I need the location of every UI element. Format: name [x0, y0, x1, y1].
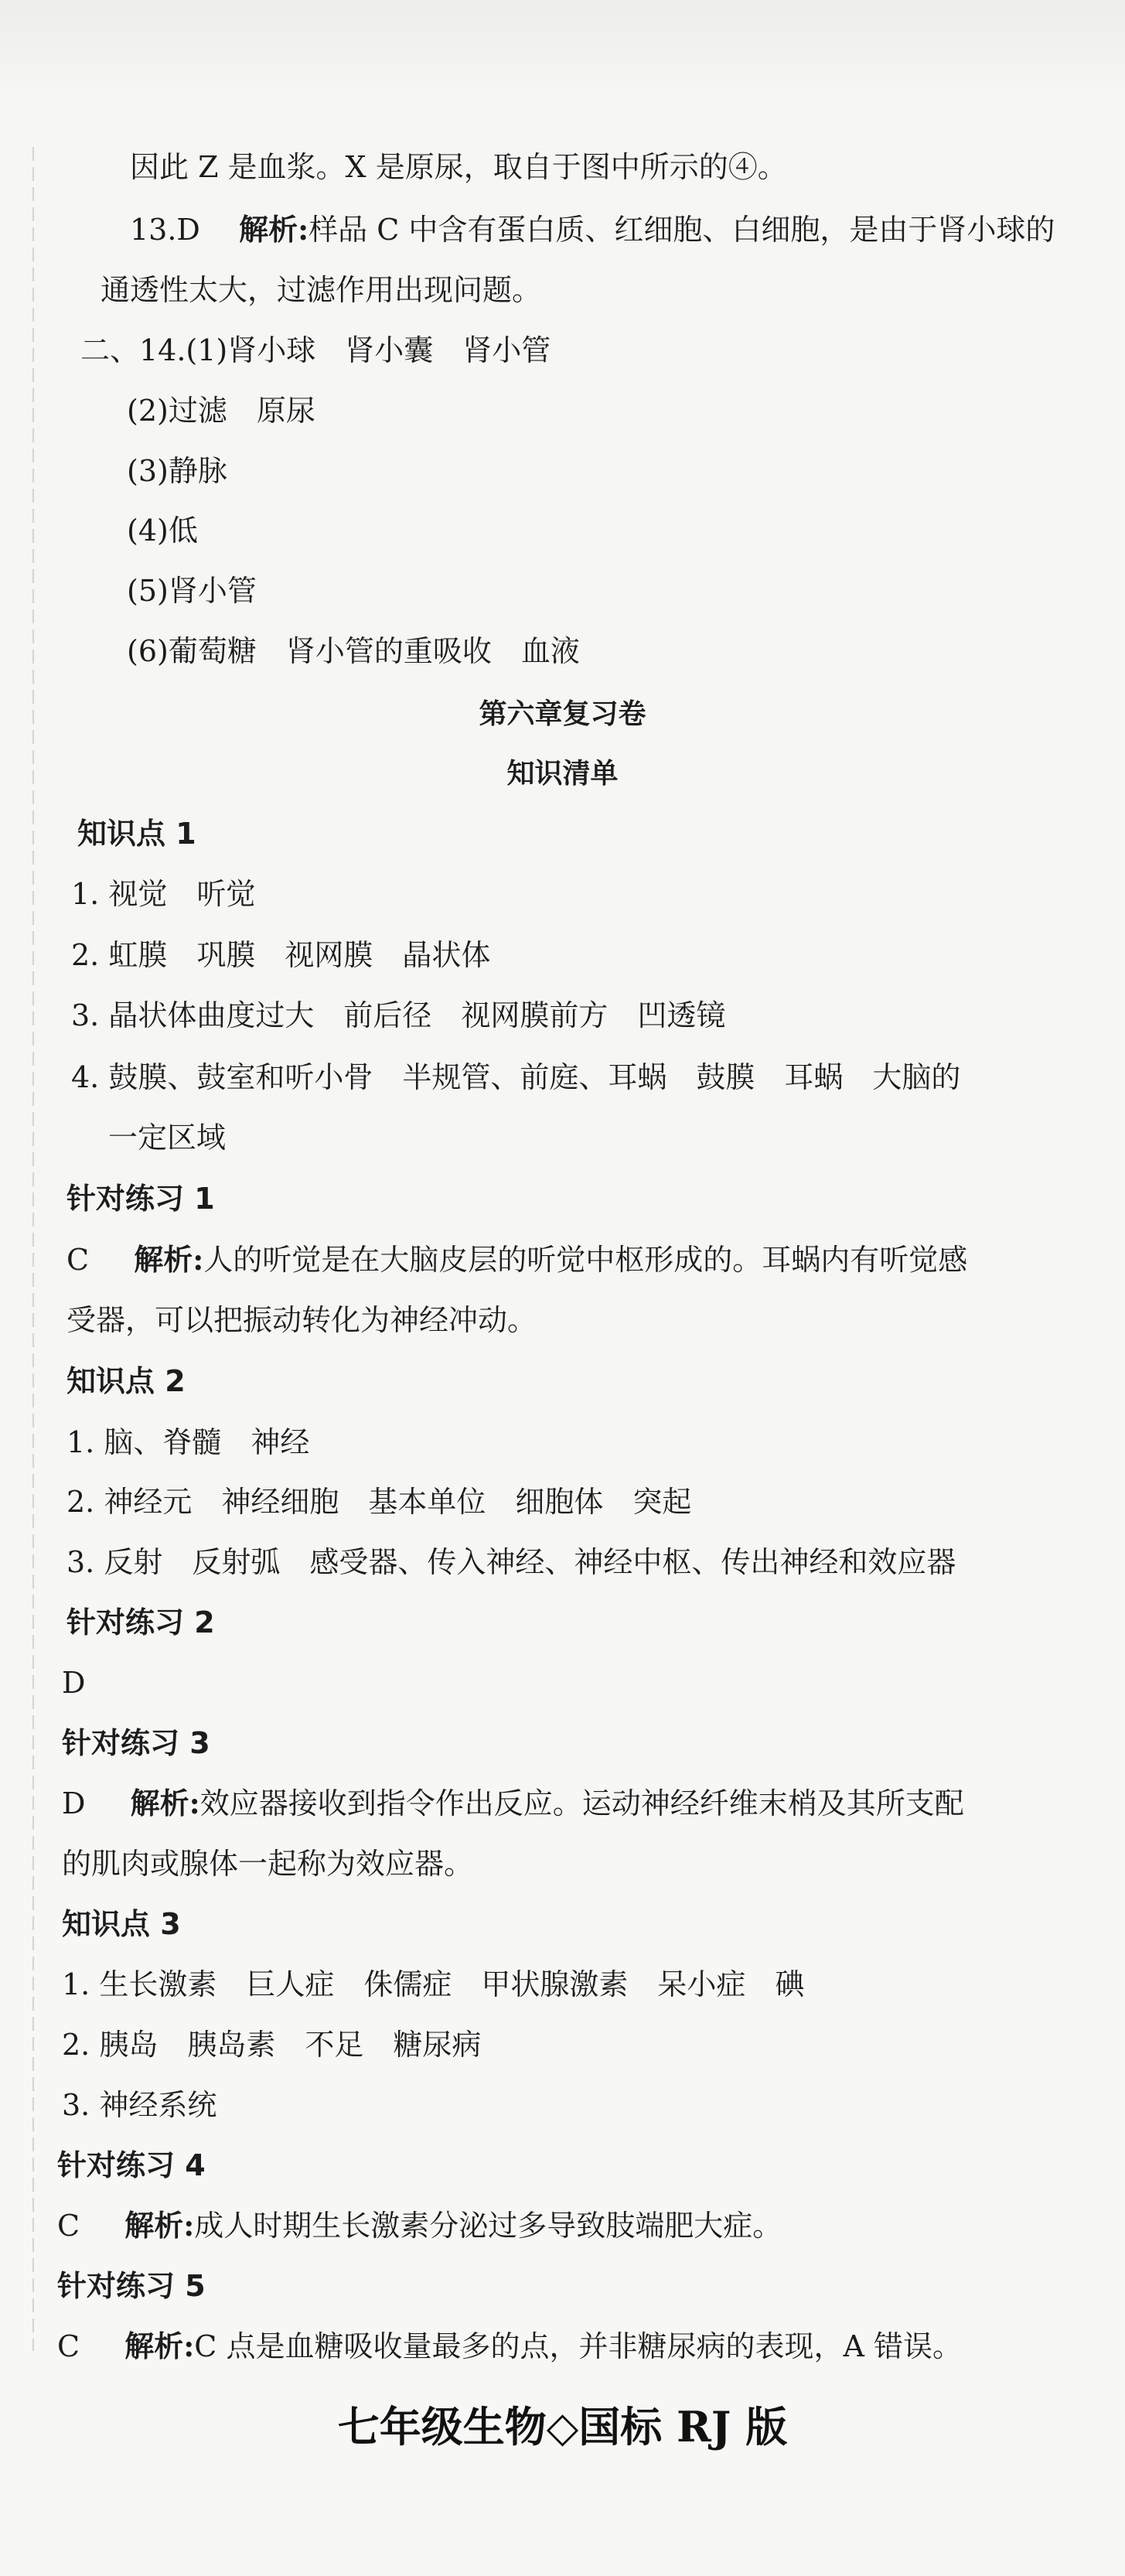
- answer-line: (4)低: [127, 513, 198, 548]
- answer-label: C: [57, 2329, 80, 2363]
- analysis-label: 解析:: [124, 2329, 195, 2363]
- practice-heading: 针对练习 1: [66, 1182, 215, 1216]
- answer-line: [57, 2206, 782, 2245]
- knowledge-point-heading: 知识点 3: [62, 1907, 181, 1941]
- question-line: 二、14.(1)肾小球 肾小囊 肾小管: [80, 333, 551, 367]
- list-item: 2. 神经元 神经细胞 基本单位 细胞体 突起: [66, 1485, 692, 1519]
- text-line: 通透性太大，过滤作用出现问题。: [101, 273, 542, 307]
- answer-line: [66, 1240, 967, 1279]
- answer-label: C: [57, 2209, 80, 2243]
- list-item: 3. 反射 反射弧 感受器、传入神经、神经中枢、传出神经和效应器: [66, 1545, 956, 1579]
- practice-heading: 针对练习 5: [57, 2269, 206, 2303]
- text-line: 受器，可以把振动转化为神经冲动。: [66, 1303, 537, 1337]
- answer-line: [62, 1784, 964, 1823]
- list-item: 3. 晶状体曲度过大 前后径 视网膜前方 凹透镜: [71, 998, 726, 1032]
- list-item: 4. 鼓膜、鼓室和听小骨 半规管、前庭、耳蜗 鼓膜 耳蜗 大脑的: [71, 1060, 961, 1094]
- answer-line: [130, 210, 1055, 249]
- analysis-text: 人的听觉是在大脑皮层的听觉中枢形成的。耳蜗内有听觉感: [203, 1243, 968, 1277]
- practice-heading: 针对练习 4: [57, 2148, 206, 2182]
- list-item: 1. 视觉 听觉: [71, 877, 256, 911]
- analysis-text: 样品 C 中含有蛋白质、红细胞、白细胞，是由于肾小球的: [309, 213, 1055, 247]
- answer-line: (3)静脉: [127, 454, 227, 488]
- list-item: 1. 脑、脊髓 神经: [66, 1425, 310, 1459]
- answer-line: (2)过滤 原尿: [127, 394, 315, 428]
- analysis-text: 成人时期生长激素分泌过多导致肢端肥大症。: [194, 2209, 782, 2243]
- analysis-label: 解析:: [134, 1242, 204, 1277]
- answer-line: (5)肾小管: [127, 574, 257, 608]
- answer-label: C: [66, 1243, 90, 1277]
- analysis-text: 效应器接收到指令作出反应。运动神经纤维末梢及其所支配: [199, 1786, 964, 1820]
- analysis-label: 解析:: [124, 2208, 195, 2243]
- page-footer: 七年级生物◇国标 RJ 版: [337, 2402, 788, 2451]
- knowledge-point-heading: 知识点 2: [66, 1364, 186, 1398]
- analysis-label: 解析:: [239, 212, 309, 247]
- list-item-continuation: 一定区域: [108, 1121, 227, 1155]
- knowledge-point-heading: 知识点 1: [77, 817, 196, 851]
- answer-label: D: [62, 1786, 86, 1820]
- analysis-text: C 点是血糖吸收量最多的点，并非糖尿病的表现，A 错误。: [194, 2329, 962, 2363]
- answer-line: [57, 2327, 962, 2366]
- analysis-label: 解析:: [130, 1786, 200, 1820]
- chapter-title: 第六章复习卷: [479, 698, 646, 730]
- text-line: 的肌肉或腺体一起称为效应器。: [62, 1847, 474, 1881]
- list-item: 2. 胰岛 胰岛素 不足 糖尿病: [62, 2028, 482, 2062]
- section-title: 知识清单: [506, 757, 619, 790]
- list-item: 3. 神经系统: [62, 2088, 217, 2122]
- list-item: 1. 生长激素 巨人症 侏儒症 甲状腺激素 呆小症 碘: [62, 1967, 805, 2001]
- list-item: 2. 虹膜 巩膜 视网膜 晶状体: [71, 938, 491, 972]
- answer-line: (6)葡萄糖 肾小管的重吸收 血液: [127, 634, 580, 668]
- text-line: 因此 Z 是血浆。X 是原尿，取自于图中所示的④。: [130, 150, 787, 184]
- practice-heading: 针对练习 2: [66, 1605, 215, 1639]
- left-margin-rule: [32, 147, 34, 2351]
- answer-line: D: [62, 1666, 86, 1700]
- practice-heading: 针对练习 3: [62, 1726, 210, 1760]
- answer-label: 13.D: [130, 213, 200, 247]
